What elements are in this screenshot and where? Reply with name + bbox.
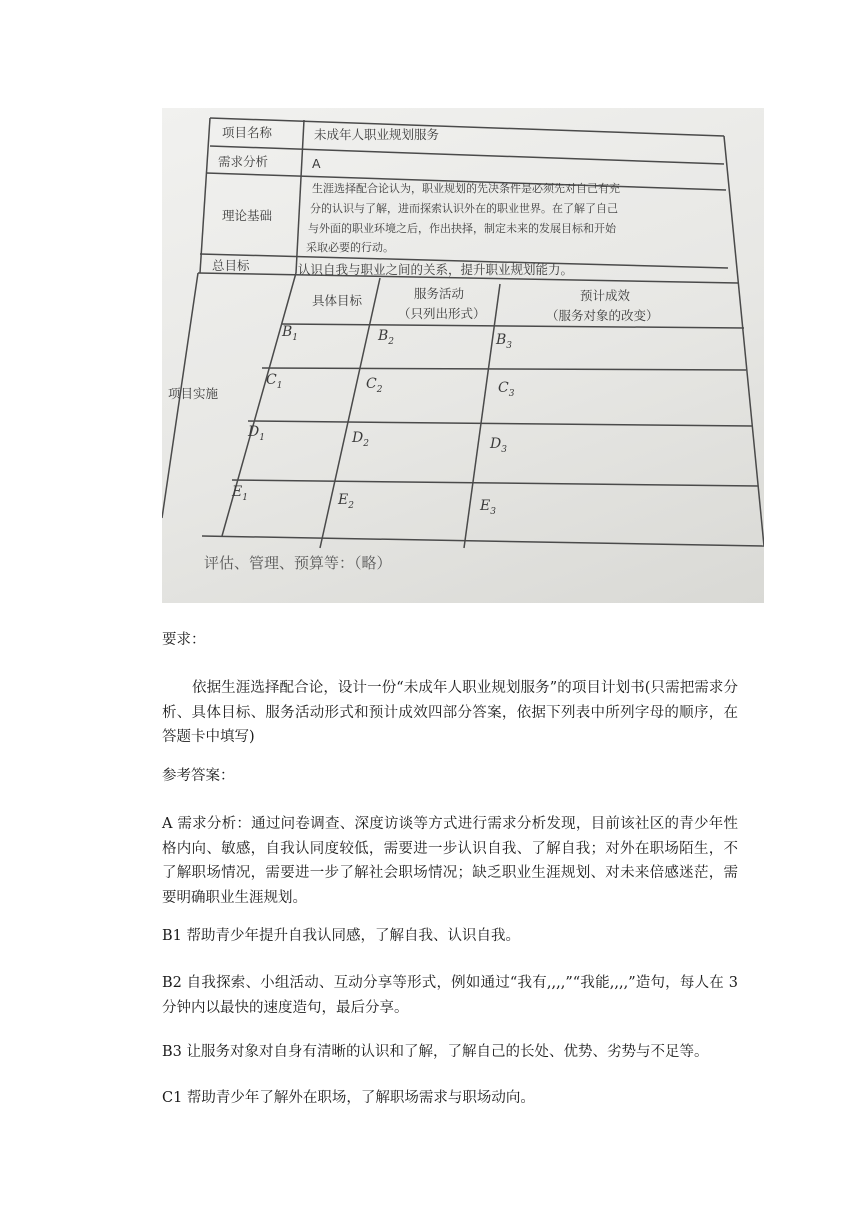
- answer-a: A 需求分析：通过问卷调查、深度访谈等方式进行需求分析发现，目前该社区的青少年性格内向、敏感，自我认同度较低，需要进一步认识自我、了解自我；对外在职场陌生，不了解职场情况，需要进一步了解社会职场情况；缺乏职业生涯规划、对未来倍感迷茫，需要明确职业生涯规划。: [162, 816, 738, 906]
- answer-b2: B2 自我探索、小组活动、互动分享等形式，例如通过“我有,,,,”“我能,,,,”造句，每人在 3 分钟内以最快的速度造句，最后分享。: [162, 975, 738, 1016]
- goal-value: 认识自我与职业之间的关系，提升职业规划能力。: [298, 262, 574, 277]
- table-cell-b3: $B_3$: [496, 332, 513, 351]
- answer-b3: B3 让服务对象对自身有清晰的认识和了解，了解自己的长处、优势、劣势与不足等。: [162, 1044, 709, 1060]
- needs-label: 需求分析: [218, 154, 269, 169]
- form-table: [162, 108, 764, 603]
- project-name-label: 项目名称: [222, 125, 273, 140]
- requirement-title: 要求：: [162, 632, 206, 648]
- theory-label: 理论基础: [222, 208, 273, 223]
- answer-c1: C1 帮助青少年了解外在职场，了解职场需求与职场动向。: [162, 1090, 535, 1106]
- table-cell-c2: $C_2$: [366, 376, 383, 395]
- col-header-outcome: 预计成效: [580, 288, 631, 303]
- needs-value: A: [312, 156, 321, 171]
- answer-b1: B1 帮助青少年提升自我认同感，了解自我、认识自我。: [162, 928, 520, 944]
- impl-label: 项目实施: [168, 386, 219, 401]
- table-cell-e2: $E_2$: [338, 492, 354, 511]
- col-header-activity-sub: （只列出形式）: [398, 306, 486, 321]
- project-name-value: 未成年人职业规划服务: [314, 127, 440, 142]
- table-cell-d1: $D_1$: [248, 424, 265, 443]
- theory-line: 采取必要的行动。: [306, 241, 394, 254]
- theory-line: 与外面的职业环境之后，作出抉择，制定未来的发展目标和开始: [308, 222, 616, 235]
- theory-line: 分的认识与了解，进而探索认识外在的职业世界。在了解了自己: [310, 202, 618, 215]
- table-cell-b1: $B_1$: [282, 324, 299, 343]
- goal-label: 总目标: [212, 258, 250, 273]
- theory-line: 生涯选择配合论认为，职业规划的先决条件是必须先对自己有充: [312, 182, 620, 195]
- table-cell-e3: $E_3$: [480, 498, 496, 517]
- form-footer: 评估、管理、预算等：（略）: [204, 554, 392, 572]
- col-header-activity: 服务活动: [414, 286, 465, 301]
- form-photo: [162, 108, 764, 603]
- requirement-body: 依据生涯选择配合论，设计一份“未成年人职业规划服务”的项目计划书(只需把需求分析、具体目标、服务活动形式和预计成效四部分答案，依据下列表中所列字母的顺序，在答题卡中填写): [162, 680, 738, 745]
- col-header-goal: 具体目标: [312, 293, 363, 308]
- table-cell-c1: $C_1$: [266, 372, 283, 391]
- table-cell-e1: $E_1$: [232, 484, 248, 503]
- col-header-outcome-sub: （服务对象的改变）: [546, 308, 659, 323]
- table-cell-c3: $C_3$: [498, 380, 515, 399]
- table-cell-b2: $B_2$: [378, 328, 395, 347]
- table-cell-d2: $D_2$: [352, 430, 369, 449]
- answer-title: 参考答案：: [162, 768, 235, 784]
- table-cell-d3: $D_3$: [490, 436, 507, 455]
